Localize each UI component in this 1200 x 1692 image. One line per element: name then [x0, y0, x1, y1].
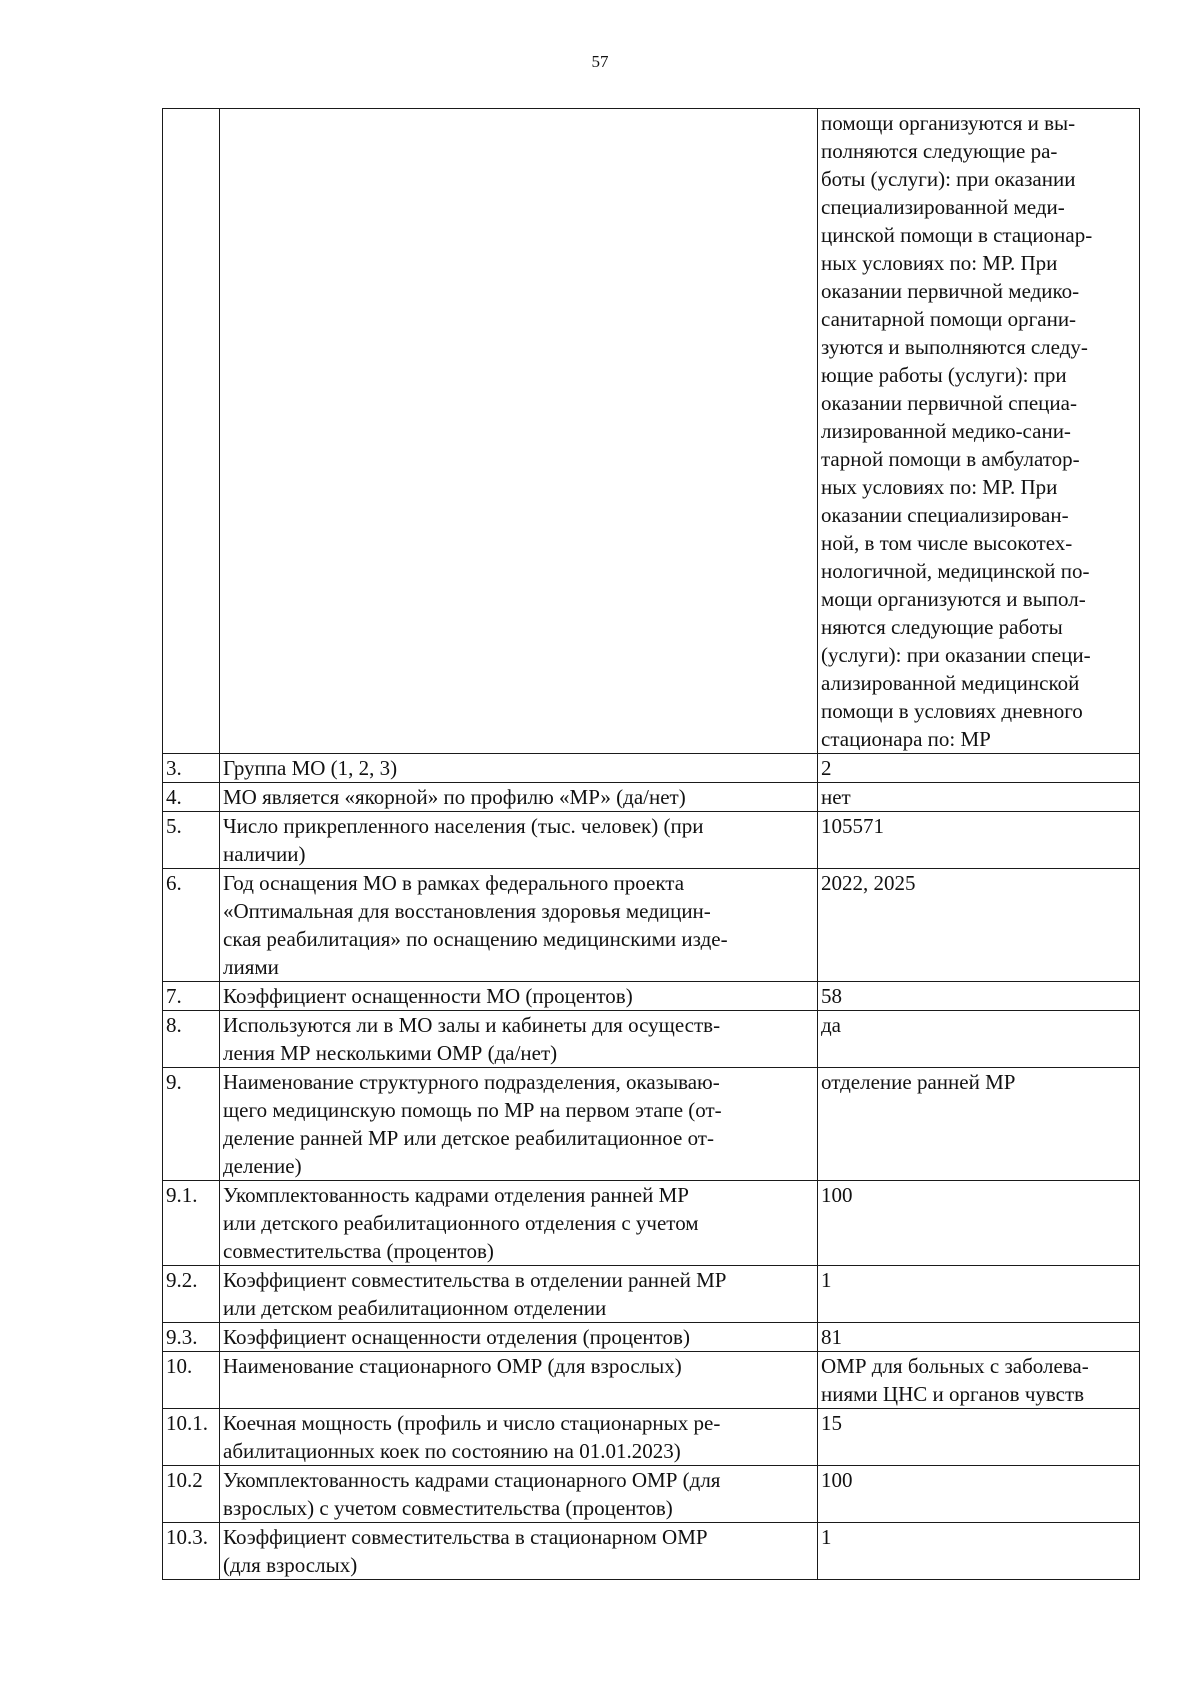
row-name: Наименование структурного подразделения, оказываю- щего медицинскую помощь по МР на первом этапе (от- деление ранней МР или детское реабилитационное от- деление) — [220, 1068, 818, 1181]
row-name: Укомплектованность кадрами отделения ранней МР или детского реабилитационного отделения с учетом совместительства (процентов) — [220, 1181, 818, 1266]
row-value: 81 — [818, 1323, 1140, 1352]
row-number: 10.3. — [163, 1523, 220, 1580]
row-value: ОМР для больных с заболева- ниями ЦНС и органов чувств — [818, 1352, 1140, 1409]
row-number: 10. — [163, 1352, 220, 1409]
row-name: Коэффициент оснащенности МО (процентов) — [220, 982, 818, 1011]
row-number: 9. — [163, 1068, 220, 1181]
row-name: Коэффициент совместительства в отделении ранней МР или детском реабилитационном отделении — [220, 1266, 818, 1323]
row-name: Год оснащения МО в рамках федерального проекта «Оптимальная для восстановления здоровья медицин- ская реабилитация» по оснащению медицинскими изде- лиями — [220, 869, 818, 982]
row-name: МО является «якорной» по профилю «МР» (да/нет) — [220, 783, 818, 812]
table-row — [163, 1266, 1140, 1323]
row-name: Группа МО (1, 2, 3) — [220, 754, 818, 783]
table-row — [163, 1352, 1140, 1409]
table-row — [163, 783, 1140, 812]
table-row — [163, 982, 1140, 1011]
table-row — [163, 812, 1140, 869]
table-row — [163, 1181, 1140, 1266]
row-value: помощи организуются и вы- полняются следующие ра- боты (услуги): при оказании специализированной меди- цинской помощи в стационар- ных условиях по: МР. При оказании первичной медико- санитарной помощи органи- зуются и выполняются следу- ющие работы (услуги): при оказании первичной специа- лизированной медико-сани- тарной помощи в амбулатор- ных условиях по: МР. При оказании специализирован- ной, в том числе высокотех- нологичной, медицинской по- мощи организуются и выпол- няются следующие работы (услуги): при оказании специ- ализированной медицинской помощи в условиях дневного стационара по: МР — [818, 109, 1140, 754]
row-value: 105571 — [818, 812, 1140, 869]
table-row — [163, 1323, 1140, 1352]
row-name: Укомплектованность кадрами стационарного ОМР (для взрослых) с учетом совместительства (процентов) — [220, 1466, 818, 1523]
page-number: 57 — [591, 52, 609, 71]
row-name: Число прикрепленного населения (тыс. человек) (при наличии) — [220, 812, 818, 869]
row-number: 7. — [163, 982, 220, 1011]
row-value: 100 — [818, 1181, 1140, 1266]
row-value: 2022, 2025 — [818, 869, 1140, 982]
table-row — [163, 1409, 1140, 1466]
row-value: 100 — [818, 1466, 1140, 1523]
row-value: 2 — [818, 754, 1140, 783]
table-row — [163, 109, 1140, 754]
row-number: 8. — [163, 1011, 220, 1068]
row-number: 5. — [163, 812, 220, 869]
row-value: 1 — [818, 1523, 1140, 1580]
row-number: 9.3. — [163, 1323, 220, 1352]
row-number: 4. — [163, 783, 220, 812]
row-value: 1 — [818, 1266, 1140, 1323]
data-table — [162, 108, 1140, 1580]
row-value: нет — [818, 783, 1140, 812]
row-number: 9.1. — [163, 1181, 220, 1266]
table-row — [163, 1011, 1140, 1068]
table-row — [163, 1523, 1140, 1580]
table-row — [163, 1068, 1140, 1181]
table-body — [163, 109, 1140, 1580]
row-name: Коечная мощность (профиль и число стационарных ре- абилитационных коек по состоянию на 01.01.2023) — [220, 1409, 818, 1466]
row-value: 58 — [818, 982, 1140, 1011]
row-name: Коэффициент совместительства в стационарном ОМР (для взрослых) — [220, 1523, 818, 1580]
table-row — [163, 869, 1140, 982]
row-number: 9.2. — [163, 1266, 220, 1323]
table-row — [163, 754, 1140, 783]
row-value: да — [818, 1011, 1140, 1068]
table-row — [163, 1466, 1140, 1523]
row-name: Используются ли в МО залы и кабинеты для осуществ- ления МР несколькими ОМР (да/нет) — [220, 1011, 818, 1068]
row-name: Коэффициент оснащенности отделения (процентов) — [220, 1323, 818, 1352]
row-name: Наименование стационарного ОМР (для взрослых) — [220, 1352, 818, 1409]
row-number: 6. — [163, 869, 220, 982]
row-number: 10.2 — [163, 1466, 220, 1523]
row-number — [163, 109, 220, 754]
row-value: 15 — [818, 1409, 1140, 1466]
row-value: отделение ранней МР — [818, 1068, 1140, 1181]
row-number: 10.1. — [163, 1409, 220, 1466]
row-name — [220, 109, 818, 754]
row-number: 3. — [163, 754, 220, 783]
